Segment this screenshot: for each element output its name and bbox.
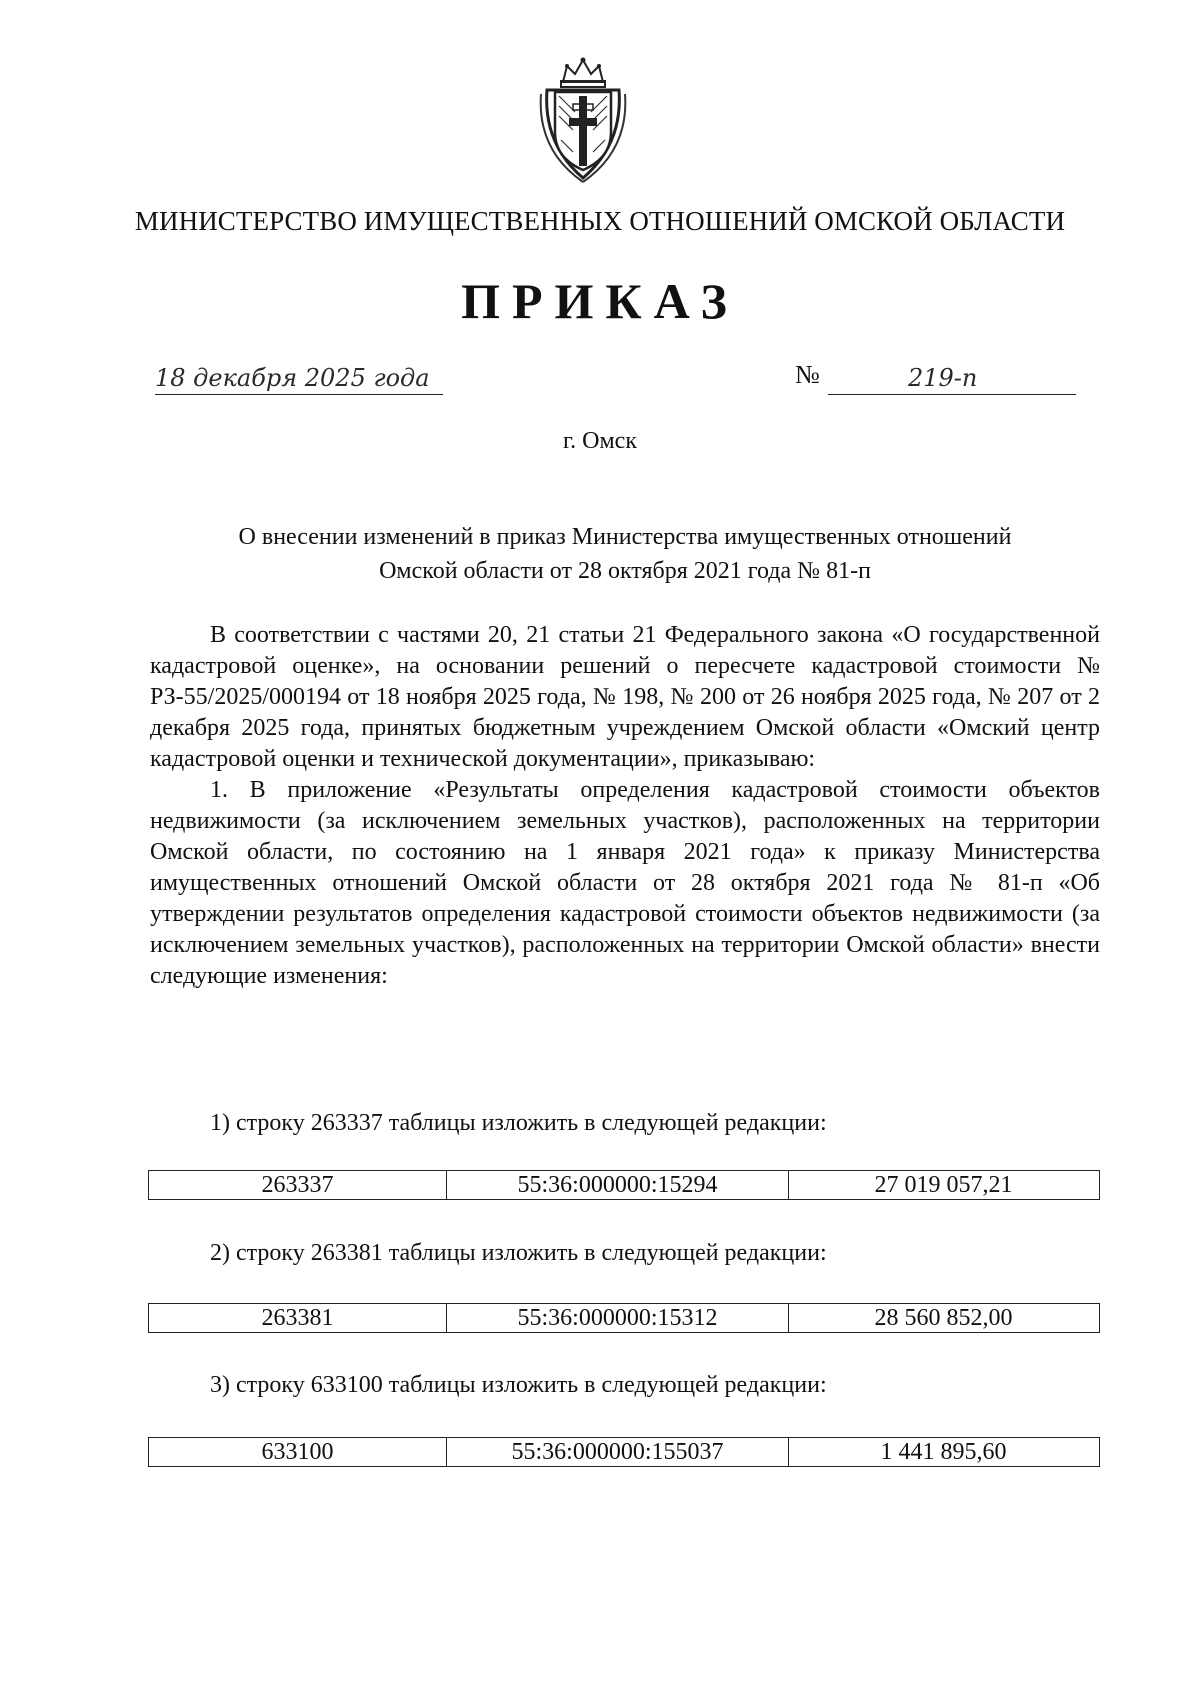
cadastral-value-cell: 28 560 852,00 <box>874 1304 1013 1331</box>
item-label-1: 1) строку 263337 таблицы изложить в следующей редакции: <box>210 1110 827 1136</box>
cadastral-number-cell: 55:36:000000:15312 <box>447 1304 789 1332</box>
date-field <box>155 362 443 395</box>
row-number-cell: 263381 <box>149 1304 447 1332</box>
item-label-3: 3) строку 633100 таблицы изложить в следующей редакции: <box>210 1372 827 1398</box>
coat-of-arms-emblem <box>533 54 633 184</box>
subject-line-2: Омской области от 28 октября 2021 года № 81-п <box>379 558 871 584</box>
subject-line-1: О внесении изменений в приказ Министерства имущественных отношений <box>238 524 1012 550</box>
ministry-name: МИНИСТЕРСТВО ИМУЩЕСТВЕННЫХ ОТНОШЕНИЙ ОМСКОЙ ОБЛАСТИ <box>134 206 1066 236</box>
table-row <box>148 1437 1100 1467</box>
cadastral-number-cell: 55:36:000000:155037 <box>447 1438 789 1466</box>
table-row <box>148 1170 1100 1200</box>
document-body <box>150 620 1100 992</box>
body-paragraph-1: В соответствии с частями 20, 21 статьи 21 Федерального закона «О государственной кадастровой оценке», на основании решений о пересчете кадастровой стоимости № РЗ-55/2025/000194 от 18 ноября 2025 года, № 198, № 200 от 26 ноября 2025 года, № 207 от 2 декабря 2025 года, принятых бюджетным учреждением Омской области «Омский центр кадастровой оценки и технической документации», приказываю: <box>150 622 1100 772</box>
item-label-2: 2) строку 263381 таблицы изложить в следующей редакции: <box>210 1240 827 1266</box>
cadastral-value-cell: 27 019 057,21 <box>874 1171 1013 1198</box>
number-sign: № <box>795 360 820 389</box>
handwritten-date: 18 декабря 2025 года <box>155 364 430 392</box>
body-paragraph-2: 1. В приложение «Результаты определения кадастровой стоимости объектов недвижимости (за исключением земельных участков), расположенных на территории Омской области, по состоянию на 1 января 2021 года» к приказу Министерства имущественных отношений Омской области от 28 октября 2021 года № 81-п «Об утверждении результатов определения кадастровой стоимости объектов недвижимости (за исключением земельных участков), расположенных на территории Омской области» внести следующие изменения: <box>150 777 1100 989</box>
document-type-title: ПРИКАЗ <box>461 273 739 329</box>
handwritten-number: 219-п <box>908 364 978 392</box>
cadastral-number-cell: 55:36:000000:15294 <box>447 1171 789 1199</box>
table-row <box>148 1303 1100 1333</box>
number-field <box>828 362 1076 395</box>
row-number-cell: 633100 <box>149 1438 447 1466</box>
row-number-cell: 263337 <box>149 1171 447 1199</box>
city: г. Омск <box>563 428 637 454</box>
cadastral-value-cell: 1 441 895,60 <box>880 1438 1007 1465</box>
document-subject <box>150 520 1100 588</box>
